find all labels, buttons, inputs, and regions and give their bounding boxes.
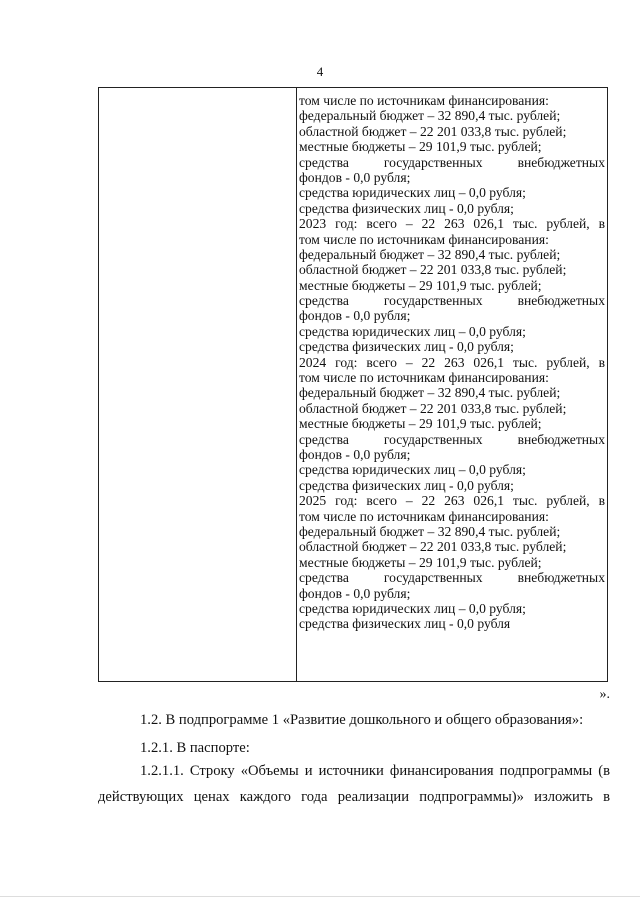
table-cell-line: 2025 год: всего – 22 263 026,1 тыс. рублей, в: [299, 493, 605, 509]
table-cell-line: том числе по источникам финансирования:: [299, 508, 549, 524]
table-cell-line: том числе по источникам финансирования:: [299, 93, 549, 108]
table-cell-line: фондов - 0,0 рубля;: [299, 585, 411, 601]
table-cell-line: средства государственных внебюджетных: [299, 154, 605, 170]
table-cell-line: средства юридических лиц – 0,0 рубля;: [299, 185, 526, 201]
table-cell-line: фондов - 0,0 рубля;: [299, 446, 411, 462]
table-cell-line: средства юридических лиц – 0,0 рубля;: [299, 462, 526, 478]
page-bottom-edge: [0, 896, 640, 897]
paragraph-1-2-1-1-line-2: действующих ценах каждого года реализации подпрограммы)» изложить в: [98, 789, 610, 805]
table-cell-line: местные бюджеты – 29 101,9 тыс. рублей;: [299, 554, 542, 570]
financing-table: [98, 87, 608, 682]
table-cell-line: федеральный бюджет – 32 890,4 тыс. рублей;: [299, 523, 561, 539]
table-cell-line: местные бюджеты – 29 101,9 тыс. рублей;: [299, 416, 542, 432]
table-cell-line: местные бюджеты – 29 101,9 тыс. рублей;: [299, 139, 542, 155]
table-cell-line: фондов - 0,0 рубля;: [299, 308, 411, 324]
table-cell-line: том числе по источникам финансирования:: [299, 231, 549, 247]
table-cell-line: средства физических лиц - 0,0 рубля;: [299, 477, 514, 493]
table-cell-line: федеральный бюджет – 32 890,4 тыс. рублей;: [299, 108, 561, 124]
table-cell-line: областной бюджет – 22 201 033,8 тыс. рублей;: [299, 123, 567, 139]
table-cell-line: средства физических лиц - 0,0 рубля;: [299, 200, 514, 216]
table-cell-line: средства юридических лиц – 0,0 рубля;: [299, 323, 526, 339]
table-cell-line: областной бюджет – 22 201 033,8 тыс. рублей;: [299, 539, 567, 555]
table-cell-line: федеральный бюджет – 32 890,4 тыс. рублей;: [299, 246, 561, 262]
table-right-cell: [299, 93, 605, 632]
table-left-cell: [99, 88, 297, 681]
table-cell-line: средства государственных внебюджетных: [299, 570, 605, 586]
table-cell-line: средства физических лиц - 0,0 рубля: [299, 616, 511, 632]
table-cell-line: местные бюджеты – 29 101,9 тыс. рублей;: [299, 277, 542, 293]
table-cell-line: средства государственных внебюджетных: [299, 293, 605, 309]
table-cell-line: областной бюджет – 22 201 033,8 тыс. рублей;: [299, 400, 567, 416]
paragraph-1-2-1: 1.2.1. В паспорте:: [140, 740, 250, 756]
page-number: 4: [316, 64, 324, 79]
table-cell-line: федеральный бюджет – 32 890,4 тыс. рублей;: [299, 385, 561, 401]
table-cell-line: 2024 год: всего – 22 263 026,1 тыс. рублей, в: [299, 354, 605, 370]
table-cell-line: областной бюджет – 22 201 033,8 тыс. рублей;: [299, 262, 567, 278]
closing-quote: ».: [599, 687, 610, 702]
table-cell-line: фондов - 0,0 рубля;: [299, 169, 411, 185]
table-cell-line: средства физических лиц - 0,0 рубля;: [299, 339, 514, 355]
table-cell-line: средства юридических лиц – 0,0 рубля;: [299, 600, 526, 616]
paragraph-1-2: 1.2. В подпрограмме 1 «Развитие дошкольного и общего образования»:: [140, 712, 584, 728]
table-cell-line: средства государственных внебюджетных: [299, 431, 605, 447]
table-cell-line: 2023 год: всего – 22 263 026,1 тыс. рублей, в: [299, 216, 605, 232]
paragraph-1-2-1-1-line-1: 1.2.1.1. Строку «Объемы и источники финансирования подпрограммы (в: [140, 763, 610, 779]
table-cell-line: том числе по источникам финансирования:: [299, 370, 549, 386]
